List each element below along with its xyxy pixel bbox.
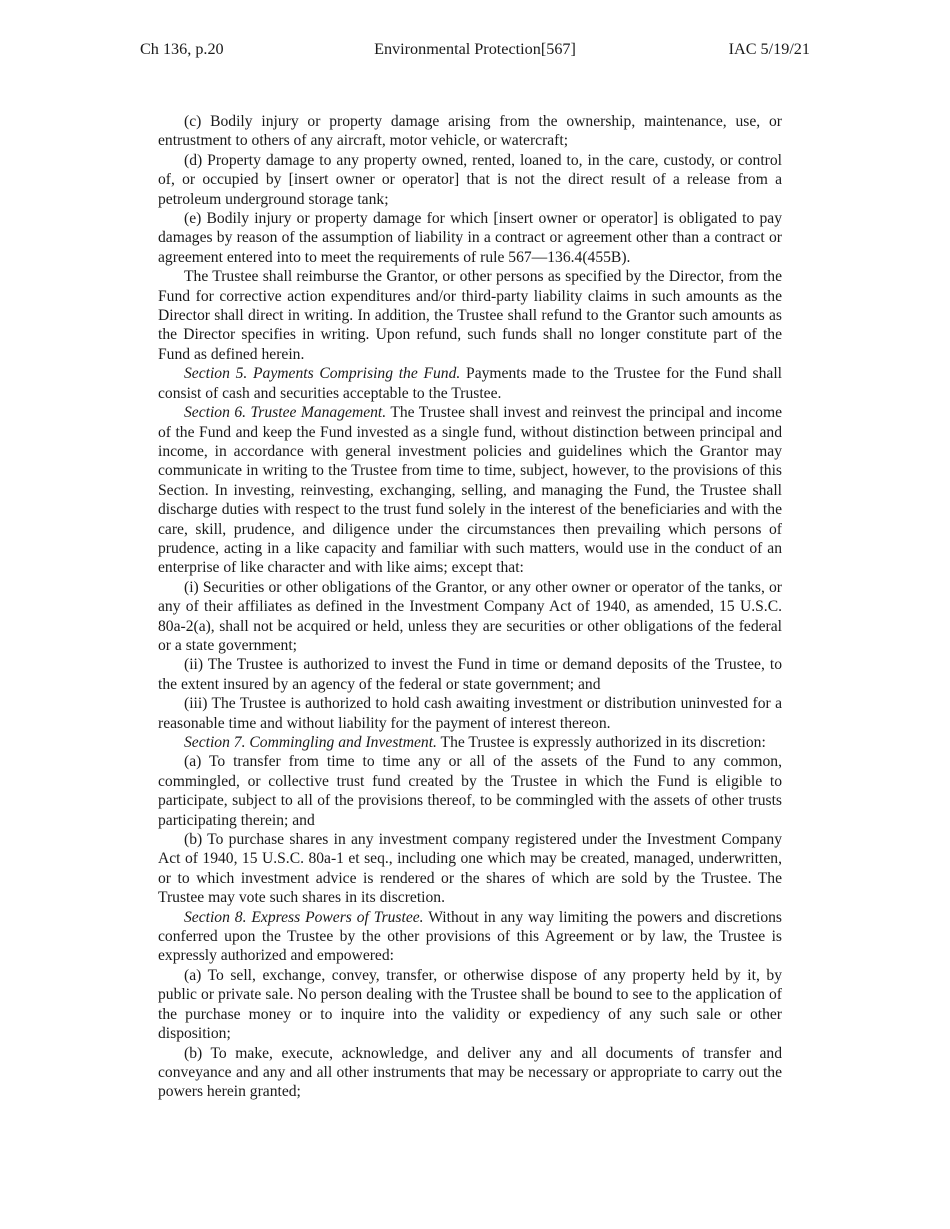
paragraph-text: The Trustee is expressly authorized in its discretion:: [436, 734, 766, 751]
paragraph: [158, 1044, 782, 1102]
paragraph: [158, 733, 782, 752]
paragraph: [158, 364, 782, 403]
paragraph: [158, 655, 782, 694]
paragraph-text: (c) Bodily injury or property damage arising from the ownership, maintenance, use, or entrustment to others of any aircraft, motor vehicle, or watercraft;: [158, 113, 782, 150]
paragraph-text: (ii) The Trustee is authorized to invest the Fund in time or demand deposits of the Trustee, to the extent insured by an agency of the federal or state government; and: [158, 656, 782, 693]
paragraph: [158, 112, 782, 151]
paragraph-text: The Trustee shall invest and reinvest the principal and income of the Fund and keep the Fund invested as a single fund, without distinction between principal and income, in accordance with general investment policies and guidelines which the Grantor may communicate in writing to the Trustee from time to time, subject, however, to the provisions of this Section. In investing, reinvesting, exchanging, selling, and managing the Fund, the Trustee shall discharge duties with respect to the trust fund solely in the interest of the beneficiaries and with the care, skill, prudence, and diligence under the circumstances then prevailing which persons of prudence, acting in a like capacity and familiar with such matters, would use in the conduct of an enterprise of like character and with like aims; except that:: [158, 404, 782, 577]
section-heading: Section 7. Commingling and Investment.: [184, 734, 437, 751]
paragraph: [158, 403, 782, 578]
paragraph-text: (iii) The Trustee is authorized to hold cash awaiting investment or distribution uninvested for a reasonable time and without liability for the payment of interest thereon.: [158, 695, 782, 732]
header-date: IAC 5/19/21: [728, 40, 810, 58]
header-chapter-page: Ch 136, p.20: [140, 40, 224, 58]
paragraph: [158, 830, 782, 908]
header-agency-title: Environmental Protection[567]: [374, 40, 576, 58]
paragraph-text: The Trustee shall reimburse the Grantor, or other persons as specified by the Director, from the Fund for corrective action expenditures and/or third-party liability claims in such amounts as the Director shall direct in writing. In addition, the Trustee shall refund to the Grantor such amounts as the Director specifies in writing. Upon refund, such funds shall no longer constitute part of the Fund as defined herein.: [158, 268, 782, 363]
paragraph-text: (b) To purchase shares in any investment company registered under the Investment Company Act of 1940, 15 U.S.C. 80a-1 et seq., including one which may be created, managed, underwritten, or to which investment advice is rendered or the shares of which are sold by the Trustee. The Trustee may vote such shares in its discretion.: [158, 831, 782, 907]
section-heading: Section 5. Payments Comprising the Fund.: [184, 365, 461, 383]
page-header: [140, 40, 810, 62]
paragraph: [158, 151, 782, 209]
paragraph-text: Without in any way limiting the powers and discretions conferred upon the Trustee by the other provisions of this Agreement or by law, the Trustee is expressly authorized and empowered:: [158, 908, 783, 965]
section-heading: Section 8. Express Powers of Trustee.: [184, 908, 424, 926]
paragraph-text: (d) Property damage to any property owned, rented, loaned to, in the care, custody, or control of, or occupied by [insert owner or operator] that is not the direct result of a release from a petroleum underground storage tank;: [158, 151, 782, 208]
section-heading: Section 6. Trustee Management.: [184, 404, 387, 422]
paragraph: [158, 267, 782, 364]
paragraph: [158, 209, 782, 267]
paragraph-text: (b) To make, execute, acknowledge, and deliver any and all documents of transfer and conveyance and any and all other instruments that may be necessary or appropriate to carry out the powers herein granted;: [158, 1044, 782, 1101]
paragraph-text: Payments made to the Trustee for the Fund shall consist of cash and securities acceptable to the Trustee.: [158, 365, 782, 402]
paragraph: [158, 752, 782, 830]
document-body: [158, 112, 782, 1102]
paragraph-text: (a) To transfer from time to time any or all of the assets of the Fund to any common, commingled, or collective trust fund created by the Trustee in which the Fund is eligible to participate, subject to all of the provisions thereof, to be commingled with the assets of other trusts participating therein; and: [158, 753, 782, 829]
paragraph-text: (i) Securities or other obligations of the Grantor, or any other owner or operator of the tanks, or any of their affiliates as defined in the Investment Company Act of 1940, as amended, 15 U.S.C. 80a-2(a), shall not be acquired or held, unless they are securities or other obligations of the federal or a state government;: [158, 578, 782, 654]
paragraph: [158, 966, 782, 1044]
paragraph-text: (a) To sell, exchange, convey, transfer, or otherwise dispose of any property held by it, by public or private sale. No person dealing with the Trustee shall be bound to see to the application of the purchase money or to inquire into the validity or expediency of any such sale or other disposition;: [158, 966, 782, 1043]
paragraph: [158, 908, 782, 966]
paragraph: [158, 578, 782, 656]
paragraph-text: (e) Bodily injury or property damage for which [insert owner or operator] is obligated to pay damages by reason of the assumption of liability in a contract or agreement other than a contract or agreement entered into to meet the requirements of rule 567—136.4(455B).: [158, 210, 782, 266]
paragraph: [158, 694, 782, 733]
